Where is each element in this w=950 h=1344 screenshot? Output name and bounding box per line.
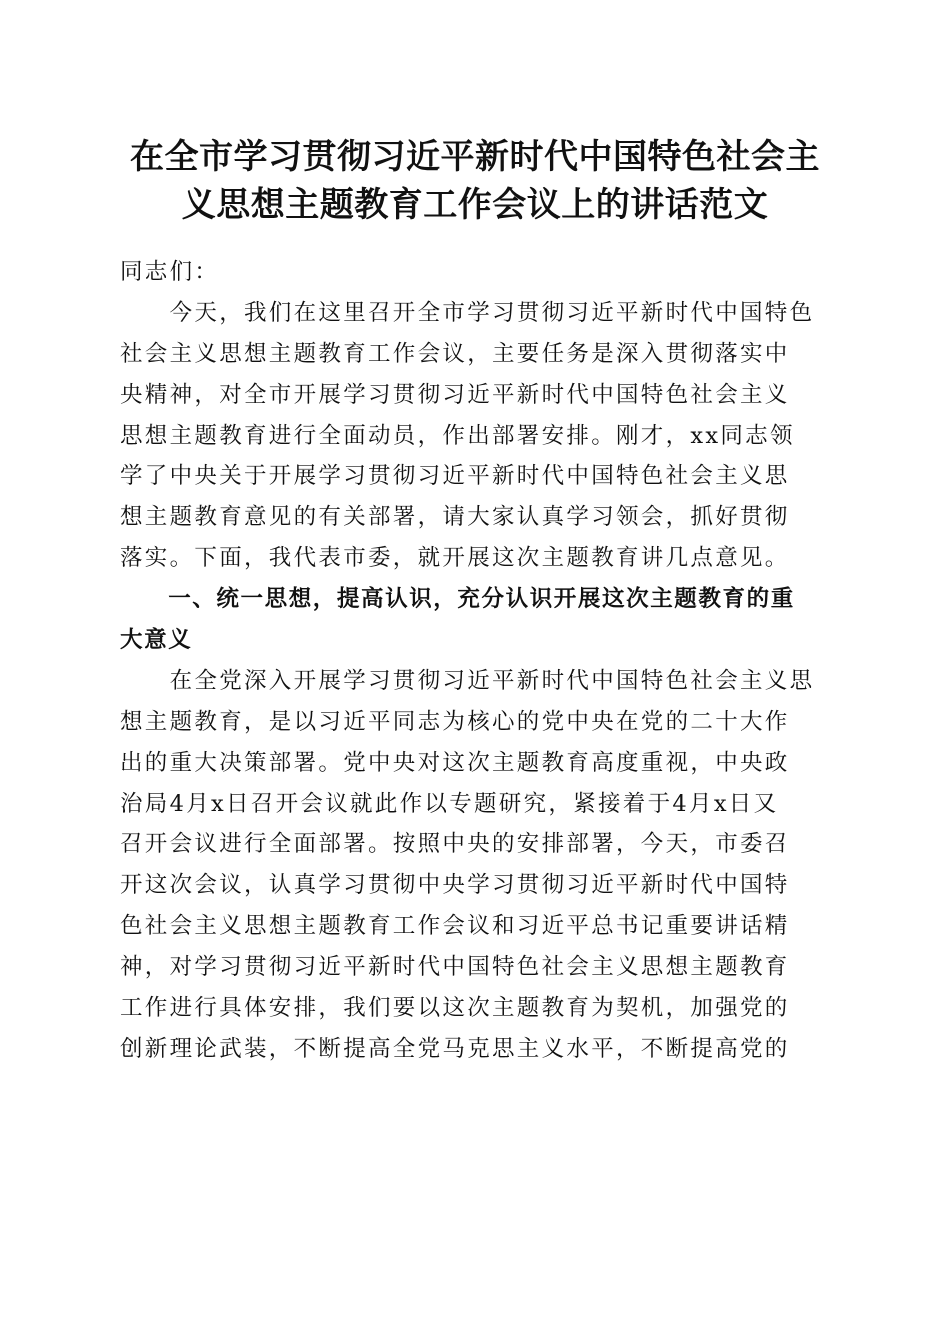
paragraph-line: 思想主题教育进行全面动员，作出部署安排。刚才，xx同志领: [120, 422, 795, 449]
paragraph-line: 学了中央关于开展学习贯彻习近平新时代中国特色社会主义思: [120, 463, 790, 490]
title-line: 在全市学习贯彻习近平新时代中国特色社会主: [130, 137, 820, 177]
paragraph-line: 想主题教育，是以习近平同志为核心的党中央在党的二十大作: [120, 708, 790, 735]
section-heading-line: 大意义: [120, 627, 193, 654]
paragraph-line: 在全党深入开展学习贯彻习近平新时代中国特色社会主义思: [120, 667, 815, 694]
paragraph-line: 社会主义思想主题教育工作会议，主要任务是深入贯彻落实中: [120, 340, 790, 367]
title-line: 义思想主题教育工作会议上的讲话范文: [181, 185, 769, 225]
paragraph-line: 治局4月x日召开会议就此作以专题研究，紧接着于4月x日又: [120, 790, 779, 817]
paragraph-line: 出的重大决策部署。党中央对这次主题教育高度重视，中央政: [120, 749, 790, 776]
paragraph-line: 创新理论武装，不断提高全党马克思主义水平，不断提高党的: [120, 1035, 790, 1062]
paragraph-line: 今天，我们在这里召开全市学习贯彻习近平新时代中国特色: [120, 299, 815, 326]
document-body: [120, 252, 822, 1070]
paragraph-line: 央精神，对全市开展学习贯彻习近平新时代中国特色社会主义: [120, 381, 790, 408]
paragraph-line: 神，对学习贯彻习近平新时代中国特色社会主义思想主题教育: [120, 954, 790, 981]
paragraph-line: 开这次会议，认真学习贯彻中央学习贯彻习近平新时代中国特: [120, 872, 790, 899]
document-title: [100, 133, 850, 229]
section-heading-line: 一、统一思想，提高认识，充分认识开展这次主题教育的重: [120, 586, 795, 613]
paragraph-line: 色社会主义思想主题教育工作会议和习近平总书记重要讲话精: [120, 913, 790, 940]
greeting: 同志们：: [120, 259, 220, 285]
paragraph-line: 想主题教育意见的有关部署，请大家认真学习领会，抓好贯彻: [120, 504, 790, 531]
paragraph-line: 召开会议进行全面部署。按照中央的安排部署，今天，市委召: [120, 831, 790, 858]
paragraph-line: 落实。下面，我代表市委，就开展这次主题教育讲几点意见。: [120, 545, 790, 572]
paragraph-line: 工作进行具体安排，我们要以这次主题教育为契机，加强党的: [120, 995, 790, 1022]
